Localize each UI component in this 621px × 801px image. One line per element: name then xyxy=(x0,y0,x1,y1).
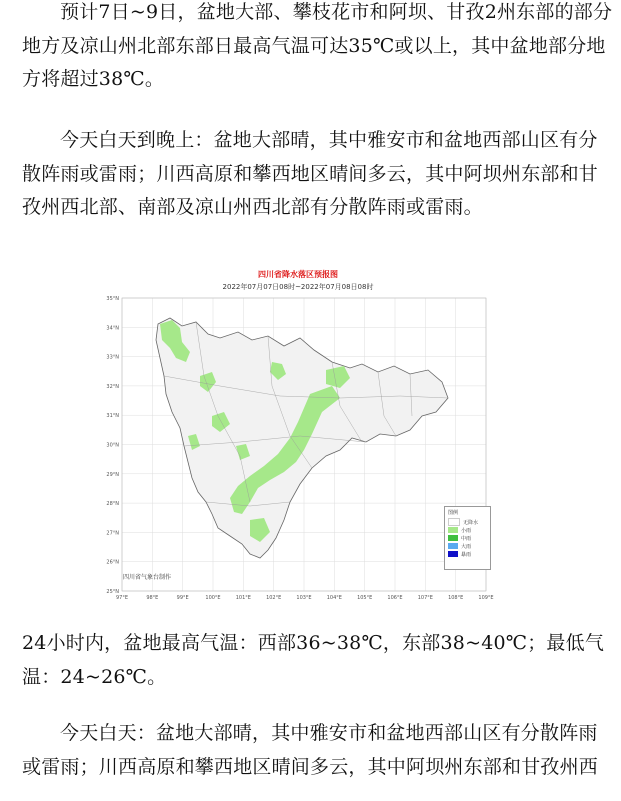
legend-item xyxy=(445,550,490,558)
text-line: 今天白天到晚上：盆地大部晴，其中雅安市和盆地西部山区有分 xyxy=(60,129,598,151)
text-line: 或雷雨；川西高原和攀西地区晴间多云，其中阿坝州东部和甘孜州西 xyxy=(22,755,599,778)
legend-swatch xyxy=(448,543,458,549)
paragraph-today-forecast xyxy=(22,124,600,225)
lat-label: 30°N xyxy=(106,442,119,449)
text-line: 今天白天：盆地大部晴，其中雅安市和盆地西部山区有分散阵雨 xyxy=(60,722,598,744)
paragraph-daytime xyxy=(22,717,600,784)
lon-label: 100°E xyxy=(205,595,221,601)
lon-label: 99°E xyxy=(176,595,189,601)
lat-label: 31°N xyxy=(106,413,119,420)
lat-label: 26°N xyxy=(106,559,119,566)
lon-label: 97°E xyxy=(115,595,129,601)
lat-label: 29°N xyxy=(106,471,119,478)
lon-label: 102°E xyxy=(266,595,282,601)
legend-swatch xyxy=(448,551,458,557)
lon-label: 109°E xyxy=(478,595,494,601)
lat-label: 35°N xyxy=(106,296,119,302)
text-line: 方将超过38℃。 xyxy=(22,68,165,90)
text-line: 地方及凉山州北部东部日最高气温可达35℃或以上，其中盆地部分地 xyxy=(22,34,606,57)
precipitation-forecast-map xyxy=(100,266,496,608)
text-line: 24小时内，盆地最高气温：西部36~38℃，东部38~40℃；最低气 xyxy=(22,632,605,654)
text-line: 温：24~26℃。 xyxy=(22,665,167,688)
map-credit: 四川省气象台制作 xyxy=(123,574,172,581)
lon-label: 98°E xyxy=(146,595,159,601)
map-graphic xyxy=(100,266,496,608)
map-legend xyxy=(444,506,491,570)
paragraph-temperature xyxy=(22,627,605,694)
lat-label: 28°N xyxy=(106,501,119,508)
legend-item xyxy=(445,542,490,550)
legend-item xyxy=(445,526,490,534)
legend-swatch xyxy=(448,535,458,541)
legend-item xyxy=(445,518,490,526)
legend-label: 暴雨 xyxy=(461,551,472,558)
map-subtitle: 2022年07月07日08时~2022年07月08日08时 xyxy=(222,283,374,291)
legend-label: 中雨 xyxy=(461,535,472,542)
lon-label: 106°E xyxy=(387,595,403,601)
paragraph-heat-forecast xyxy=(22,0,621,97)
lon-label: 101°E xyxy=(235,595,251,601)
lon-label: 105°E xyxy=(357,595,373,601)
text-line: 孜州西北部、南部及凉山州西北部有分散阵雨或雷雨。 xyxy=(22,196,483,218)
legend-label: 小雨 xyxy=(461,527,472,534)
lat-label: 33°N xyxy=(106,354,119,361)
legend-title: 图例 xyxy=(448,510,459,516)
text-line: 预计7日~9日，盆地大部、攀枝花市和阿坝、甘孜2州东部的部分 xyxy=(60,1,613,23)
lat-label: 34°N xyxy=(106,325,119,332)
map-title: 四川省降水落区预报图 xyxy=(258,270,338,279)
lat-label: 25°N xyxy=(106,589,119,595)
lon-label: 108°E xyxy=(448,595,464,601)
legend-label: 大雨 xyxy=(461,543,472,550)
lon-label: 104°E xyxy=(326,595,342,601)
lon-label: 103°E xyxy=(296,595,312,601)
lon-label: 107°E xyxy=(417,595,433,601)
legend-swatch xyxy=(448,518,460,526)
legend-item xyxy=(445,534,490,542)
text-line: 散阵雨或雷雨；川西高原和攀西地区晴间多云，其中阿坝州东部和甘 xyxy=(22,162,599,185)
lat-label: 27°N xyxy=(106,530,119,537)
legend-label: 无降水 xyxy=(463,519,479,526)
lat-label: 32°N xyxy=(106,383,119,390)
legend-swatch xyxy=(448,527,458,533)
